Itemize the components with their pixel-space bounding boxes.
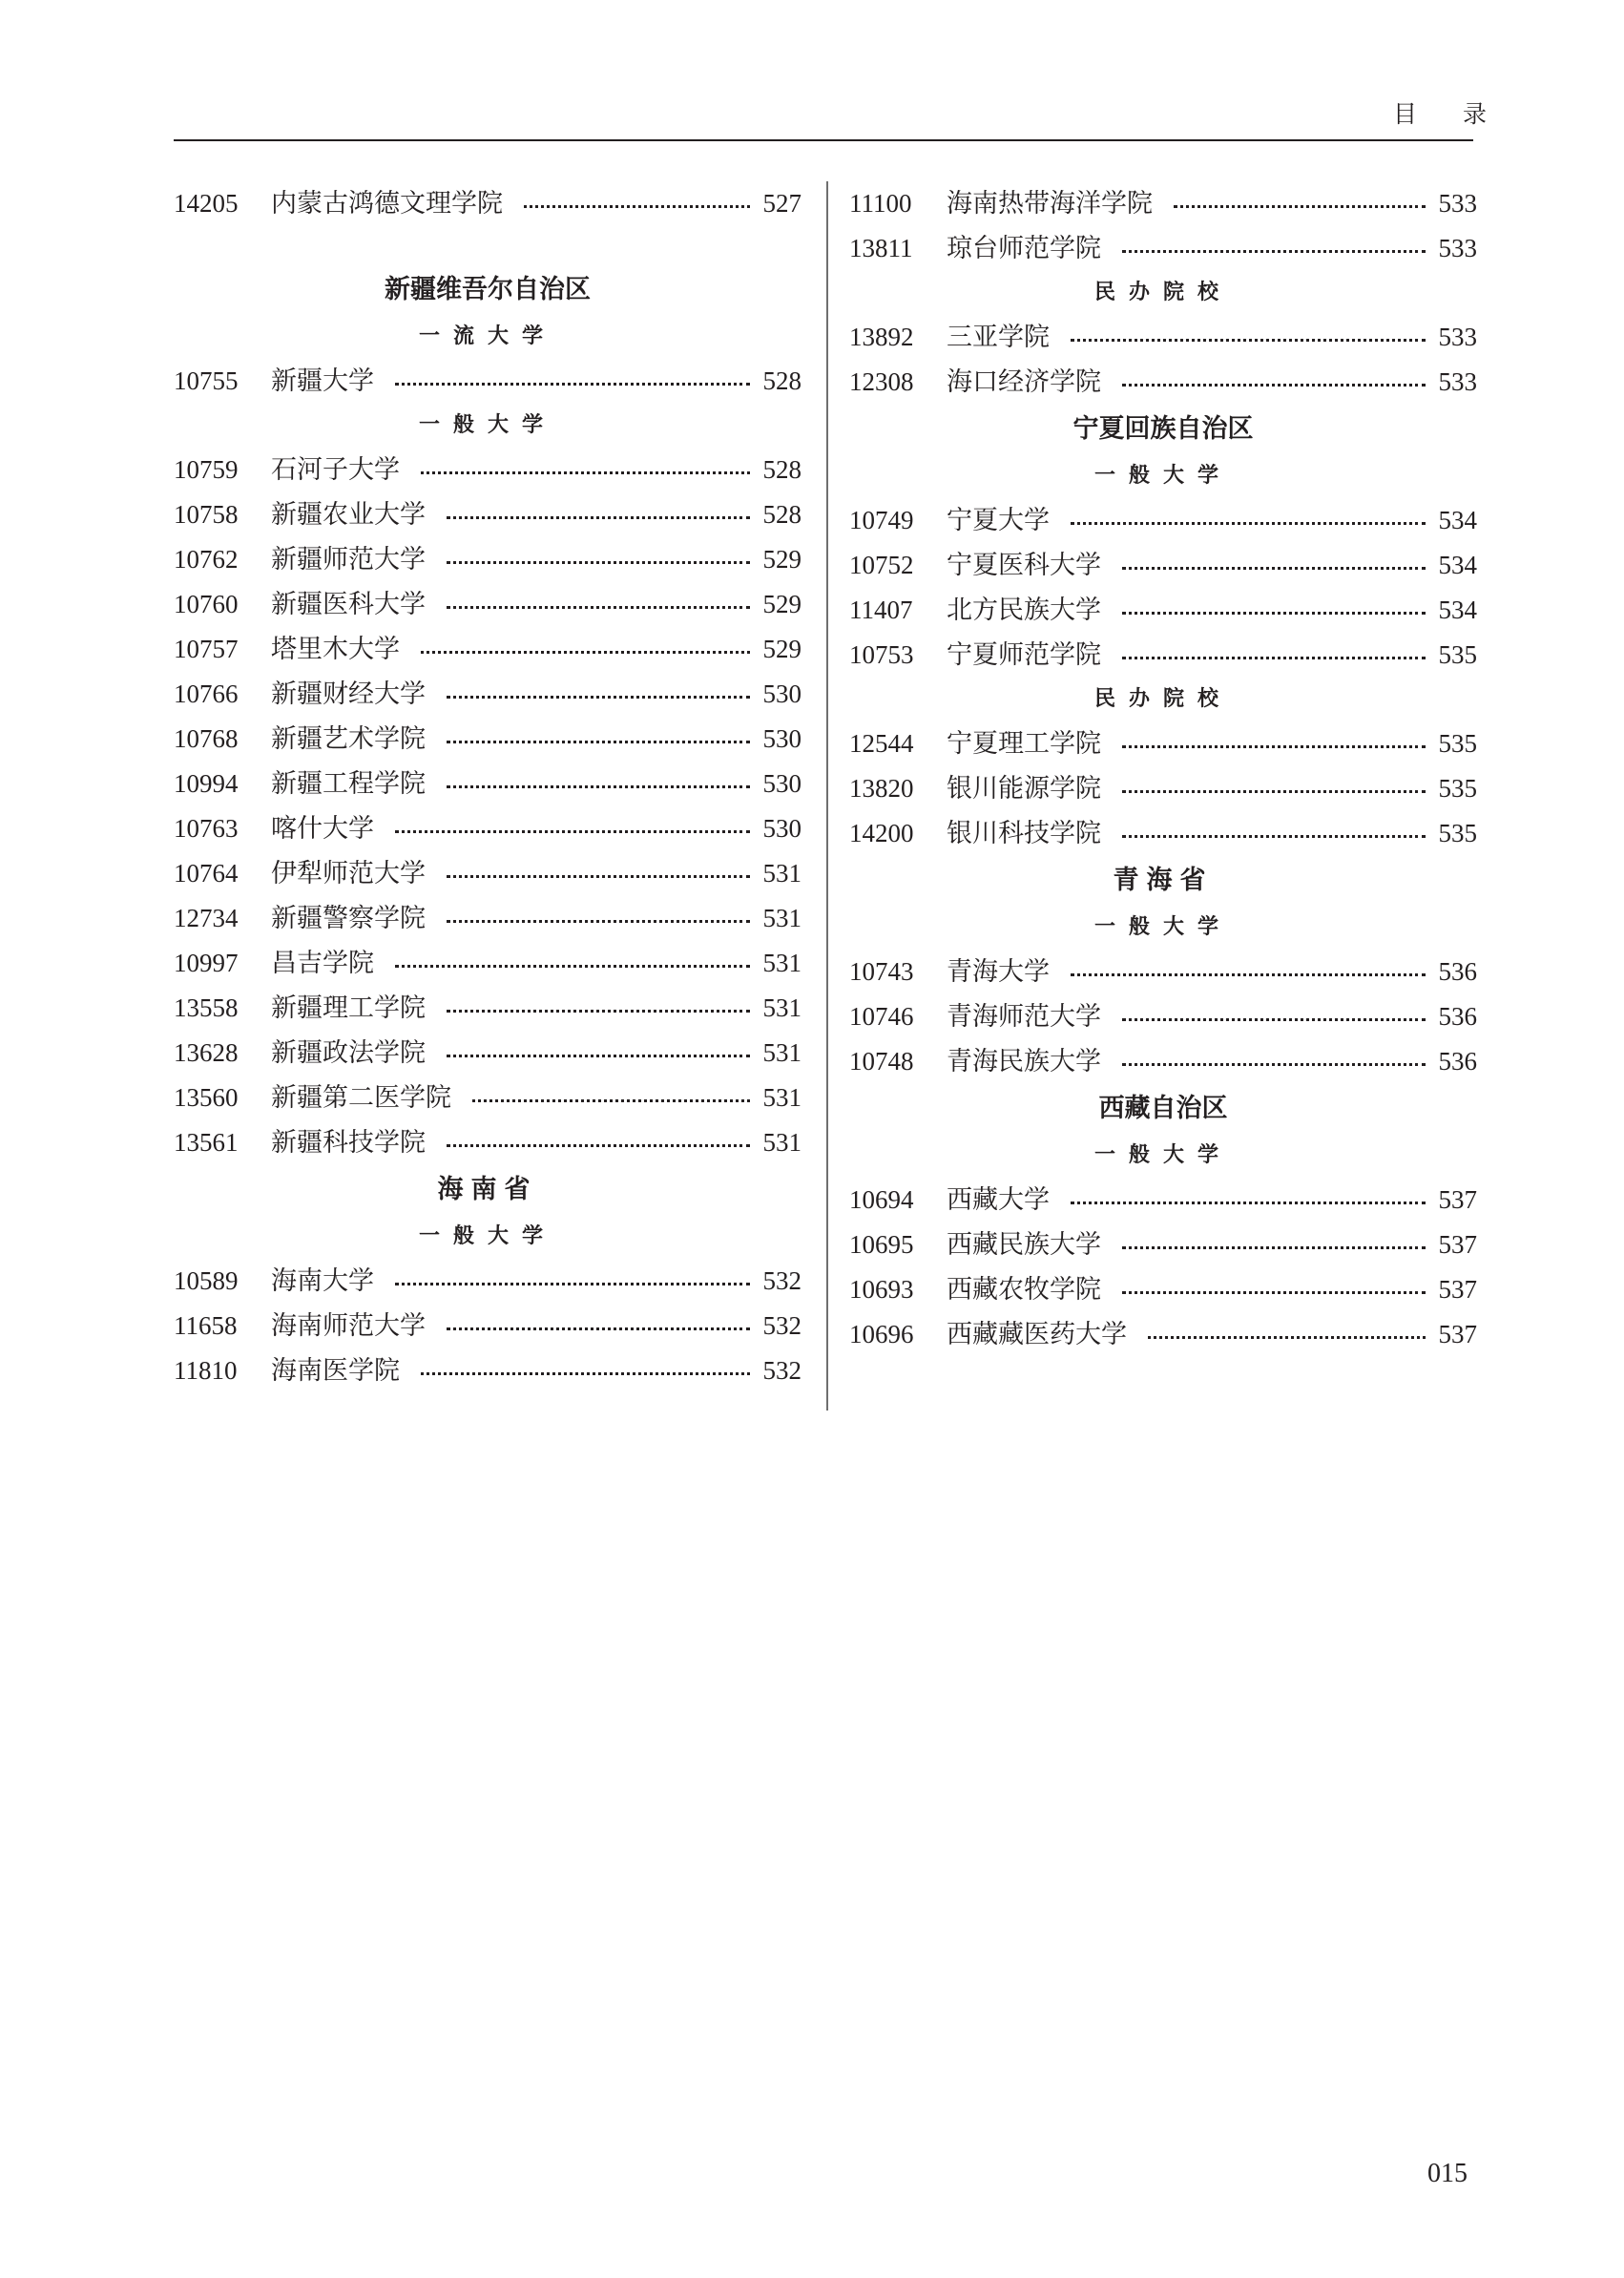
institution-name: 西藏农牧学院 (947, 1275, 1101, 1305)
institution-name: 西藏大学 (947, 1185, 1050, 1215)
institution-code: 10743 (849, 957, 914, 986)
section-spacer (174, 226, 802, 265)
province-heading: 海南省 (437, 1175, 538, 1204)
page-ref: 535 (1438, 819, 1477, 847)
category-heading: 一流大学 (418, 324, 556, 348)
toc-right-column (849, 181, 1477, 1357)
page-ref: 530 (762, 769, 802, 798)
institution-code: 13811 (849, 234, 913, 262)
institution-code: 10749 (849, 506, 914, 534)
institution-code: 12734 (174, 904, 239, 932)
page-ref: 536 (1438, 1002, 1477, 1031)
page-ref: 531 (762, 993, 802, 1022)
page-ref: 527 (762, 189, 802, 218)
page-ref: 533 (1438, 234, 1477, 262)
toc-entry[interactable] (849, 1267, 1477, 1312)
toc-entry[interactable] (174, 717, 802, 762)
institution-name: 塔里木大学 (271, 635, 400, 664)
page-ref: 530 (762, 679, 802, 708)
institution-name: 新疆科技学院 (271, 1128, 426, 1158)
dot-leader (1071, 522, 1426, 525)
toc-entry[interactable] (849, 498, 1477, 543)
page-ref: 528 (762, 500, 802, 529)
toc-entry[interactable] (849, 633, 1477, 678)
toc-entry[interactable] (849, 1223, 1477, 1267)
page-ref: 537 (1438, 1320, 1477, 1348)
dot-leader (447, 785, 750, 788)
page-ref: 528 (762, 455, 802, 484)
toc-entry[interactable] (174, 1031, 802, 1076)
category-heading: 一般大学 (418, 1224, 556, 1248)
page-ref: 531 (762, 949, 802, 977)
institution-name: 海南大学 (271, 1266, 374, 1296)
dot-leader (1122, 384, 1426, 387)
institution-name: 新疆大学 (271, 366, 374, 396)
institution-name: 宁夏医科大学 (947, 551, 1101, 580)
institution-code: 13558 (174, 993, 239, 1022)
page-ref: 528 (762, 366, 802, 395)
institution-code: 11100 (849, 189, 912, 218)
dot-leader (1122, 567, 1426, 570)
page-ref: 535 (1438, 729, 1477, 758)
page-ref: 534 (1438, 506, 1477, 534)
dot-leader (395, 383, 750, 386)
category-heading: 一般大学 (1093, 1143, 1232, 1167)
toc-entry[interactable] (174, 1348, 802, 1393)
page-ref: 536 (1438, 957, 1477, 986)
institution-code: 10589 (174, 1266, 239, 1295)
institution-name: 石河子大学 (271, 455, 400, 485)
page-ref: 533 (1438, 367, 1477, 396)
toc-entry[interactable] (174, 851, 802, 896)
page-ref: 533 (1438, 323, 1477, 351)
page-ref: 529 (762, 635, 802, 663)
institution-name: 伊犁师范大学 (271, 859, 426, 888)
dot-leader (395, 830, 750, 833)
institution-name: 银川能源学院 (947, 774, 1101, 804)
page-ref: 531 (762, 859, 802, 888)
institution-name: 三亚学院 (947, 323, 1050, 352)
dot-leader (447, 1055, 750, 1057)
institution-name: 海口经济学院 (947, 367, 1101, 397)
page-ref: 535 (1438, 640, 1477, 669)
dot-leader (421, 1372, 750, 1375)
institution-code: 10693 (849, 1275, 914, 1304)
institution-code: 10763 (174, 814, 239, 843)
institution-name: 昌吉学院 (271, 949, 374, 978)
institution-code: 10757 (174, 635, 239, 663)
toc-entry[interactable] (174, 941, 802, 986)
institution-code: 12544 (849, 729, 914, 758)
institution-name: 西藏藏医药大学 (947, 1320, 1127, 1349)
institution-code: 10758 (174, 500, 239, 529)
institution-code: 10746 (849, 1002, 914, 1031)
dot-leader (447, 561, 750, 564)
dot-leader (395, 1283, 750, 1285)
institution-code: 10748 (849, 1047, 914, 1076)
page-ref: 531 (762, 904, 802, 932)
dot-leader (1071, 973, 1426, 976)
toc-entry[interactable] (849, 1178, 1477, 1223)
institution-name: 青海大学 (947, 957, 1050, 987)
institution-code: 10764 (174, 859, 239, 888)
dot-leader (1122, 835, 1426, 838)
institution-name: 新疆艺术学院 (271, 724, 426, 754)
institution-name: 海南医学院 (271, 1356, 400, 1386)
dot-leader (447, 1144, 750, 1147)
institution-code: 10694 (849, 1185, 914, 1214)
toc-entry[interactable] (849, 226, 1477, 271)
toc-left-column (174, 181, 802, 1393)
institution-code: 10696 (849, 1320, 914, 1348)
toc-entry[interactable] (849, 1312, 1477, 1357)
toc-entry[interactable] (174, 986, 802, 1031)
institution-name: 新疆医科大学 (271, 590, 426, 619)
institution-code: 11407 (849, 596, 913, 624)
page-ref: 536 (1438, 1047, 1477, 1076)
institution-name: 宁夏师范学院 (947, 640, 1101, 670)
dot-leader (447, 1010, 750, 1013)
dot-leader (1122, 1018, 1426, 1021)
province-heading: 宁夏回族自治区 (1072, 414, 1254, 444)
dot-leader (1122, 612, 1426, 615)
dot-leader (1071, 339, 1426, 342)
page-ref: 534 (1438, 551, 1477, 579)
dot-leader (447, 516, 750, 519)
institution-name: 新疆财经大学 (271, 679, 426, 709)
toc-entry[interactable] (849, 181, 1477, 226)
institution-name: 银川科技学院 (947, 819, 1101, 848)
toc-entry[interactable] (174, 1076, 802, 1120)
toc-entry[interactable] (849, 766, 1477, 811)
page-ref: 537 (1438, 1230, 1477, 1259)
institution-code: 10766 (174, 679, 239, 708)
page-ref: 535 (1438, 774, 1477, 803)
toc-entry[interactable] (849, 1039, 1477, 1084)
toc-entry[interactable] (174, 672, 802, 717)
toc-entry[interactable] (174, 806, 802, 851)
institution-name: 北方民族大学 (947, 596, 1101, 625)
category-heading: 一般大学 (1093, 464, 1232, 488)
province-heading: 新疆维吾尔自治区 (385, 275, 591, 304)
institution-name: 新疆警察学院 (271, 904, 426, 933)
institution-code: 13560 (174, 1083, 239, 1112)
header-rule (174, 139, 1473, 141)
institution-code: 11810 (174, 1356, 238, 1385)
dot-leader (447, 741, 750, 743)
dot-leader (1122, 1063, 1426, 1066)
column-divider (826, 181, 828, 1411)
dot-leader (1122, 657, 1426, 659)
toc-entry[interactable] (174, 896, 802, 941)
institution-name: 海南热带海洋学院 (947, 189, 1153, 219)
page-number: 015 (1427, 2159, 1468, 2188)
toc-entry[interactable] (174, 762, 802, 806)
institution-code: 12308 (849, 367, 914, 396)
page-ref: 529 (762, 590, 802, 618)
dot-leader (1122, 250, 1426, 253)
institution-code: 10997 (174, 949, 239, 977)
dot-leader (395, 965, 750, 968)
toc-entry[interactable] (174, 537, 802, 582)
dot-leader (472, 1099, 750, 1102)
category-heading: 民办院校 (1093, 281, 1232, 304)
dot-leader (447, 696, 750, 699)
toc-entry[interactable] (849, 811, 1477, 856)
institution-code: 10753 (849, 640, 914, 669)
institution-name: 新疆工程学院 (271, 769, 426, 799)
institution-name: 新疆农业大学 (271, 500, 426, 530)
page-ref: 532 (762, 1266, 802, 1295)
toc-entry[interactable] (849, 721, 1477, 766)
institution-name: 喀什大学 (271, 814, 374, 844)
province-heading: 青海省 (1113, 866, 1214, 895)
institution-code: 13820 (849, 774, 914, 803)
dot-leader (421, 471, 750, 474)
institution-code: 10762 (174, 545, 239, 574)
dot-leader (1071, 1202, 1426, 1204)
institution-code: 10768 (174, 724, 239, 753)
toc-entry[interactable] (174, 627, 802, 672)
dot-leader (447, 1327, 750, 1330)
institution-code: 13892 (849, 323, 914, 351)
institution-code: 10752 (849, 551, 914, 579)
toc-entry[interactable] (174, 1304, 802, 1348)
institution-name: 新疆理工学院 (271, 993, 426, 1023)
toc-entry[interactable] (174, 359, 802, 404)
page-ref: 531 (762, 1083, 802, 1112)
toc-entry[interactable] (174, 1120, 802, 1165)
institution-code: 11658 (174, 1311, 238, 1340)
page-ref: 533 (1438, 189, 1477, 218)
page-ref: 534 (1438, 596, 1477, 624)
dot-leader (421, 651, 750, 654)
institution-code: 13628 (174, 1038, 239, 1067)
dot-leader (1148, 1336, 1426, 1339)
toc-entry[interactable] (174, 582, 802, 627)
dot-leader (1122, 745, 1426, 748)
institution-code: 10760 (174, 590, 239, 618)
page-ref: 532 (762, 1311, 802, 1340)
running-head-title: 目 录 (1393, 100, 1506, 128)
page-ref: 530 (762, 814, 802, 843)
institution-code: 13561 (174, 1128, 239, 1157)
dot-leader (1122, 1291, 1426, 1294)
toc-entry[interactable] (174, 492, 802, 537)
toc-entry[interactable] (849, 360, 1477, 405)
dot-leader (1174, 205, 1426, 208)
institution-name: 新疆政法学院 (271, 1038, 426, 1068)
institution-code: 10755 (174, 366, 239, 395)
institution-name: 西藏民族大学 (947, 1230, 1101, 1260)
toc-entry[interactable] (849, 950, 1477, 994)
dot-leader (524, 205, 750, 208)
institution-name: 海南师范大学 (271, 1311, 426, 1341)
category-heading: 民办院校 (1093, 687, 1232, 711)
page-ref: 529 (762, 545, 802, 574)
page-ref: 531 (762, 1128, 802, 1157)
toc-entry[interactable] (849, 315, 1477, 360)
province-heading: 西藏自治区 (1098, 1094, 1228, 1123)
institution-name: 新疆师范大学 (271, 545, 426, 575)
toc-entry[interactable] (174, 181, 802, 226)
page-ref: 531 (762, 1038, 802, 1067)
page-ref: 537 (1438, 1185, 1477, 1214)
institution-name: 内蒙古鸿德文理学院 (271, 189, 503, 219)
toc-entry[interactable] (849, 543, 1477, 588)
toc-entry[interactable] (849, 994, 1477, 1039)
institution-name: 青海师范大学 (947, 1002, 1101, 1032)
page-ref: 537 (1438, 1275, 1477, 1304)
institution-code: 14205 (174, 189, 239, 218)
institution-code: 10994 (174, 769, 239, 798)
dot-leader (1122, 1246, 1426, 1249)
dot-leader (447, 606, 750, 609)
toc-entry[interactable] (849, 588, 1477, 633)
institution-name: 新疆第二医学院 (271, 1083, 451, 1113)
page-ref: 532 (762, 1356, 802, 1385)
dot-leader (1122, 790, 1426, 793)
institution-name: 琼台师范学院 (947, 234, 1101, 263)
dot-leader (447, 920, 750, 923)
toc-entry[interactable] (174, 448, 802, 492)
institution-name: 宁夏理工学院 (947, 729, 1101, 759)
category-heading: 一般大学 (418, 413, 556, 437)
toc-entry[interactable] (174, 1259, 802, 1304)
institution-code: 10759 (174, 455, 239, 484)
page-ref: 530 (762, 724, 802, 753)
institution-name: 宁夏大学 (947, 506, 1050, 535)
institution-code: 10695 (849, 1230, 914, 1259)
dot-leader (447, 875, 750, 878)
category-heading: 一般大学 (1093, 915, 1232, 939)
institution-name: 青海民族大学 (947, 1047, 1101, 1076)
institution-code: 14200 (849, 819, 914, 847)
